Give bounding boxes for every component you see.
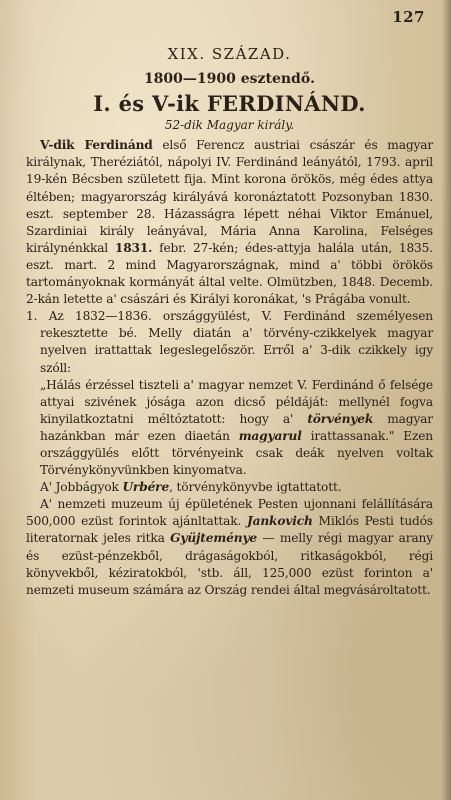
century-title: XIX. SZÁZAD. [167, 45, 292, 63]
ruler-title: I. és V-ik FERDINÁND. [93, 91, 366, 117]
collection-term: Gyüjteménye [170, 531, 257, 546]
ruler-name: V-dik Ferdinánd [40, 138, 153, 153]
emphasis-urbarium: Urbére [122, 480, 170, 495]
diet-paragraph: 1. Az 1832—1836. országgyülést, V. Ferdinánd személyesen rekesztette bé. Melly diatán a' törvény-czikkelyek magyar nyelven irattattak legeslegelőször. Erről a' 3-dik czikkely igy szóll: [26, 309, 433, 375]
page-body [26, 137, 433, 599]
museum-paragraph: A' nemzeti muzeum új épületének Pesten ujonnani felállítására 500,000 ezüst forintok ajánltattak. Jankovich Miklós Pesti tudós literatornak jeles ritka Gyüjteménye — melly régi magyar arany és ezüst-pénzekből, drágaságokból, ritkaságokból, régi könyvekből, kéziratokból, 'stb. áll, 125,000 ezüst forinton a' nemzeti museum számára az Ország rendei által megvásároltatott. [26, 497, 433, 597]
urbarium-paragraph: A' Jobbágyok Urbére, törvénykönyvbe igtattatott. [40, 480, 342, 495]
ruler-subtitle: 52-dik Magyar király. [164, 118, 295, 133]
marriage-year: 1831. [114, 240, 153, 255]
emphasis-hungarian: magyarul [238, 428, 302, 443]
collector-name: Jankovich [246, 514, 313, 529]
page-number: 127 [392, 8, 425, 26]
biography-paragraph: V-dik Ferdinánd első Ferencz austriai császár és magyar királynak, Theréziától, nápolyi IV. Ferdinánd leányától, 1793. april 19-kén Bécsben született fija. Mint korona örökös, még édes attya éltében; magyarország királyává koronáztatott Pozsonyban 1830. eszt. september 28. Házasságra lépett néhai Viktor Emánuel, Szardiniai király leányával, Mária Anna Karolina, Felséges királynénkkal 1831. febr. 27-kén; édes-attyja halála után, 1835. eszt. mart. 2 mind Magyarországnak, mind a' többi örökös tartományoknak kormányát által velte. Olmützben, 1848. Decemb. 2-kán letette a' császári és Királyi koronákat, 's Prágába vonult. [26, 138, 433, 307]
year-range: 1800—1900 esztendő. [143, 71, 316, 88]
chapter-heading [26, 46, 433, 133]
law-quote: „Hálás érzéssel tiszteli a' magyar nemzet V. Ferdinánd ő felsége attyai szivének jósága azon dicső példáját: mellynél fogva kinyilatkoztatni méltóztatott: hogy a' törvények magyar hazánkban már ezen diaetán magyarul irattassanak." Ezen országgyülés előtt törvényeink csak deák nyelven voltak Törvénykönyvünkben kinyomatva. [40, 377, 434, 478]
emphasis-laws: törvények [307, 411, 374, 426]
